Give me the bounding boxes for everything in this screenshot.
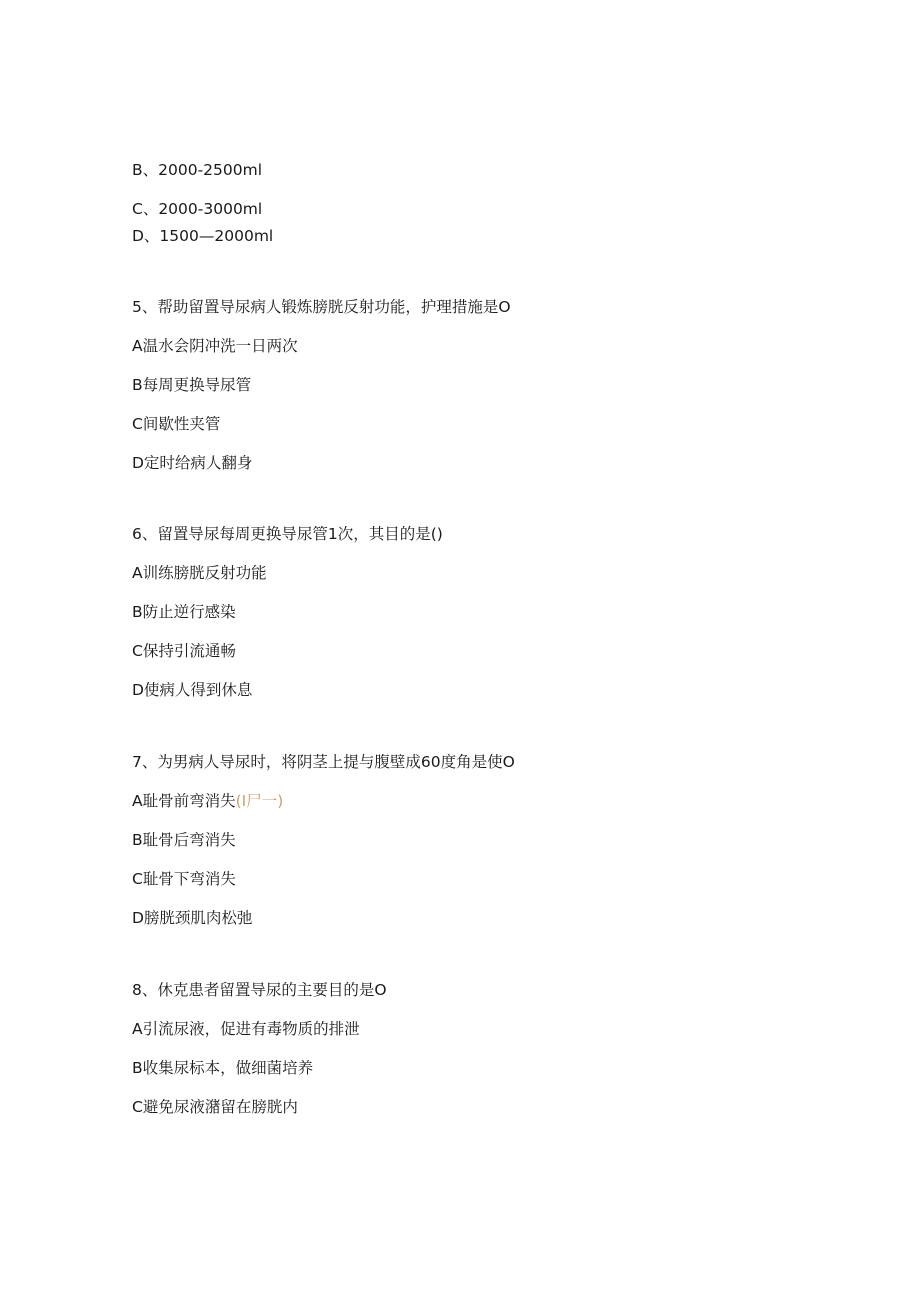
q7-option-d: D膀胱颈肌肉松弛	[132, 909, 253, 927]
q7-option-b: B耻骨后弯消失	[132, 831, 236, 849]
q8-option-c: C避免尿液潴留在膀胱内	[132, 1098, 298, 1116]
q7-option-a-annotation: (I尸一)	[235, 792, 284, 810]
q4-option-c: C、2000-3000ml	[132, 200, 263, 218]
q4-option-b: B、2000-2500ml	[132, 161, 263, 179]
q4-option-d: D、1500—2000ml	[132, 227, 274, 245]
q5-option-d: D定时给病人翻身	[132, 454, 253, 472]
q5-option-c: C间歇性夹管	[132, 415, 221, 433]
q7-option-a	[132, 791, 283, 811]
q5-question: 5、帮助留置导尿病人锻炼膀胱反射功能，护理措施是O	[132, 298, 511, 316]
q6-option-a: A训练膀胱反射功能	[132, 564, 267, 582]
q8-option-a: A引流尿液，促进有毒物质的排泄	[132, 1020, 360, 1038]
q5-option-a: A温水会阴冲洗一日两次	[132, 337, 298, 355]
q5-option-b: B每周更换导尿管	[132, 376, 252, 394]
q6-option-d: D使病人得到休息	[132, 681, 253, 699]
q6-option-b: B防止逆行感染	[132, 603, 236, 621]
q8-question: 8、休克患者留置导尿的主要目的是O	[132, 981, 387, 999]
q6-question: 6、留置导尿每周更换导尿管1次，其目的是()	[132, 525, 443, 543]
q6-option-c: C保持引流通畅	[132, 642, 236, 660]
q7-option-a-text: A耻骨前弯消失	[132, 792, 236, 810]
q7-question: 7、为男病人导尿时，将阴茎上提与腹壁成60度角是使O	[132, 753, 515, 771]
q7-option-c: C耻骨下弯消失	[132, 870, 236, 888]
q8-option-b: B收集尿标本，做细菌培养	[132, 1059, 314, 1077]
